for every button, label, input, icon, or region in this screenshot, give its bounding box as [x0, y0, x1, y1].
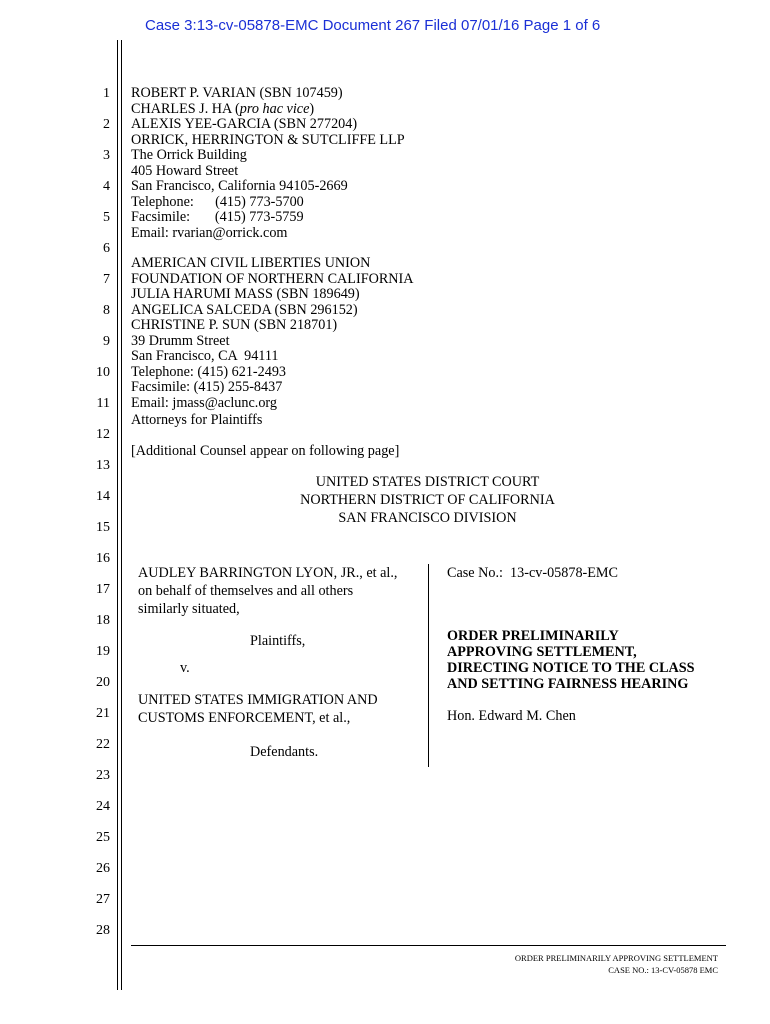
plaintiff-line: on behalf of themselves and all others	[138, 583, 354, 599]
line-number: 27	[96, 892, 110, 907]
line-number: 10	[96, 365, 110, 380]
counsel-line: ORRICK, HERRINGTON & SUTCLIFFE LLP	[131, 131, 405, 148]
counsel-line: ROBERT P. VARIAN (SBN 107459)	[131, 85, 343, 101]
line-number: 16	[96, 551, 110, 566]
counsel-line: JULIA HARUMI MASS (SBN 189649)	[131, 286, 360, 302]
counsel-line: ALEXIS YEE-GARCIA (SBN 277204)	[131, 116, 358, 132]
order-title-line: AND SETTING FAIRNESS HEARING	[447, 676, 689, 692]
line-number: 3	[103, 148, 110, 163]
caption-divider	[428, 564, 429, 767]
line-number: 25	[96, 830, 110, 845]
line-number: 13	[96, 458, 110, 473]
counsel-line: ANGELICA SALCEDA (SBN 296152)	[131, 301, 358, 318]
line-number: 15	[96, 520, 110, 535]
plaintiff-line: similarly situated,	[138, 601, 240, 617]
line-number: 19	[96, 644, 110, 659]
plaintiffs-label: Plaintiffs,	[250, 633, 306, 649]
pro-hac-vice: pro hac vice	[239, 100, 310, 117]
counsel-line: AMERICAN CIVIL LIBERTIES UNION	[131, 255, 371, 271]
line-number: 23	[96, 768, 110, 783]
line-number: 11	[96, 396, 110, 411]
line-number: 8	[103, 303, 110, 318]
counsel-line: Telephone: (415) 773-5700	[131, 193, 304, 210]
line-number: 9	[103, 334, 110, 349]
footer-case-no: CASE NO.: 13-CV-05878 EMC	[608, 965, 718, 975]
judge-name: Hon. Edward M. Chen	[447, 708, 576, 724]
counsel-line: San Francisco, California 94105-2669	[131, 178, 348, 194]
line-number: 18	[96, 613, 110, 628]
footer-rule	[131, 945, 726, 946]
additional-counsel-note: [Additional Counsel appear on following page]	[131, 443, 400, 459]
defendant-line: CUSTOMS ENFORCEMENT, et al.,	[138, 710, 351, 726]
versus: v.	[180, 660, 190, 676]
counsel-line: The Orrick Building	[131, 147, 247, 163]
case-number: Case No.: 13-cv-05878-EMC	[447, 565, 619, 581]
line-number: 14	[96, 489, 110, 504]
counsel-line: Facsimile: (415) 773-5759	[131, 209, 304, 225]
filing-stamp: Case 3:13-cv-05878-EMC Document 267 Filed 07/01/16 Page 1 of 6	[145, 17, 601, 34]
order-title-line: APPROVING SETTLEMENT,	[447, 644, 637, 660]
counsel-line: 39 Drumm Street	[131, 332, 230, 349]
counsel-line: Attorneys for Plaintiffs	[131, 412, 263, 428]
line-number: 1	[103, 86, 110, 101]
line-number: 12	[96, 427, 110, 442]
court-name: UNITED STATES DISTRICT COURT	[315, 474, 540, 490]
line-number: 6	[103, 241, 110, 256]
court-heading	[200, 473, 655, 527]
counsel-line-text: CHARLES J. HA (	[131, 100, 240, 117]
line-number: 17	[96, 582, 110, 597]
line-number: 4	[103, 179, 110, 194]
footer-title: ORDER PRELIMINARILY APPROVING SETTLEMENT	[514, 953, 718, 963]
line-number: 2	[103, 117, 110, 132]
counsel-line: CHRISTINE P. SUN (SBN 218701)	[131, 317, 338, 333]
line-number: 7	[103, 272, 110, 287]
order-title-line: ORDER PRELIMINARILY	[447, 628, 619, 644]
plaintiff-line: AUDLEY BARRINGTON LYON, JR., et al.,	[138, 565, 398, 581]
counsel-line: Facsimile: (415) 255-8437	[131, 379, 283, 395]
line-number: 21	[96, 706, 110, 721]
line-number: 26	[96, 861, 110, 876]
defendants-label: Defendants.	[250, 744, 319, 760]
counsel-line: Telephone: (415) 621-2493	[131, 363, 287, 380]
counsel-line: Email: jmass@aclunc.org	[131, 394, 277, 411]
margin-rule-outer	[117, 40, 118, 990]
court-division: SAN FRANCISCO DIVISION	[338, 510, 517, 526]
order-title-line: DIRECTING NOTICE TO THE CLASS	[447, 660, 695, 676]
line-number: 5	[103, 210, 110, 225]
counsel-line-text: )	[309, 100, 315, 117]
counsel-line: San Francisco, CA 94111	[131, 348, 279, 364]
court-district: NORTHERN DISTRICT OF CALIFORNIA	[300, 492, 555, 508]
line-number: 28	[96, 923, 110, 938]
counsel-line	[131, 102, 314, 118]
counsel-line: 405 Howard Street	[131, 162, 239, 179]
defendant-line: UNITED STATES IMMIGRATION AND	[138, 692, 378, 708]
line-number: 20	[96, 675, 110, 690]
line-number: 24	[96, 799, 110, 814]
counsel-line: FOUNDATION OF NORTHERN CALIFORNIA	[131, 270, 414, 287]
counsel-line: Email: rvarian@orrick.com	[131, 224, 288, 241]
margin-rule-inner	[121, 40, 122, 990]
line-number: 22	[96, 737, 110, 752]
page-footer	[515, 952, 718, 976]
